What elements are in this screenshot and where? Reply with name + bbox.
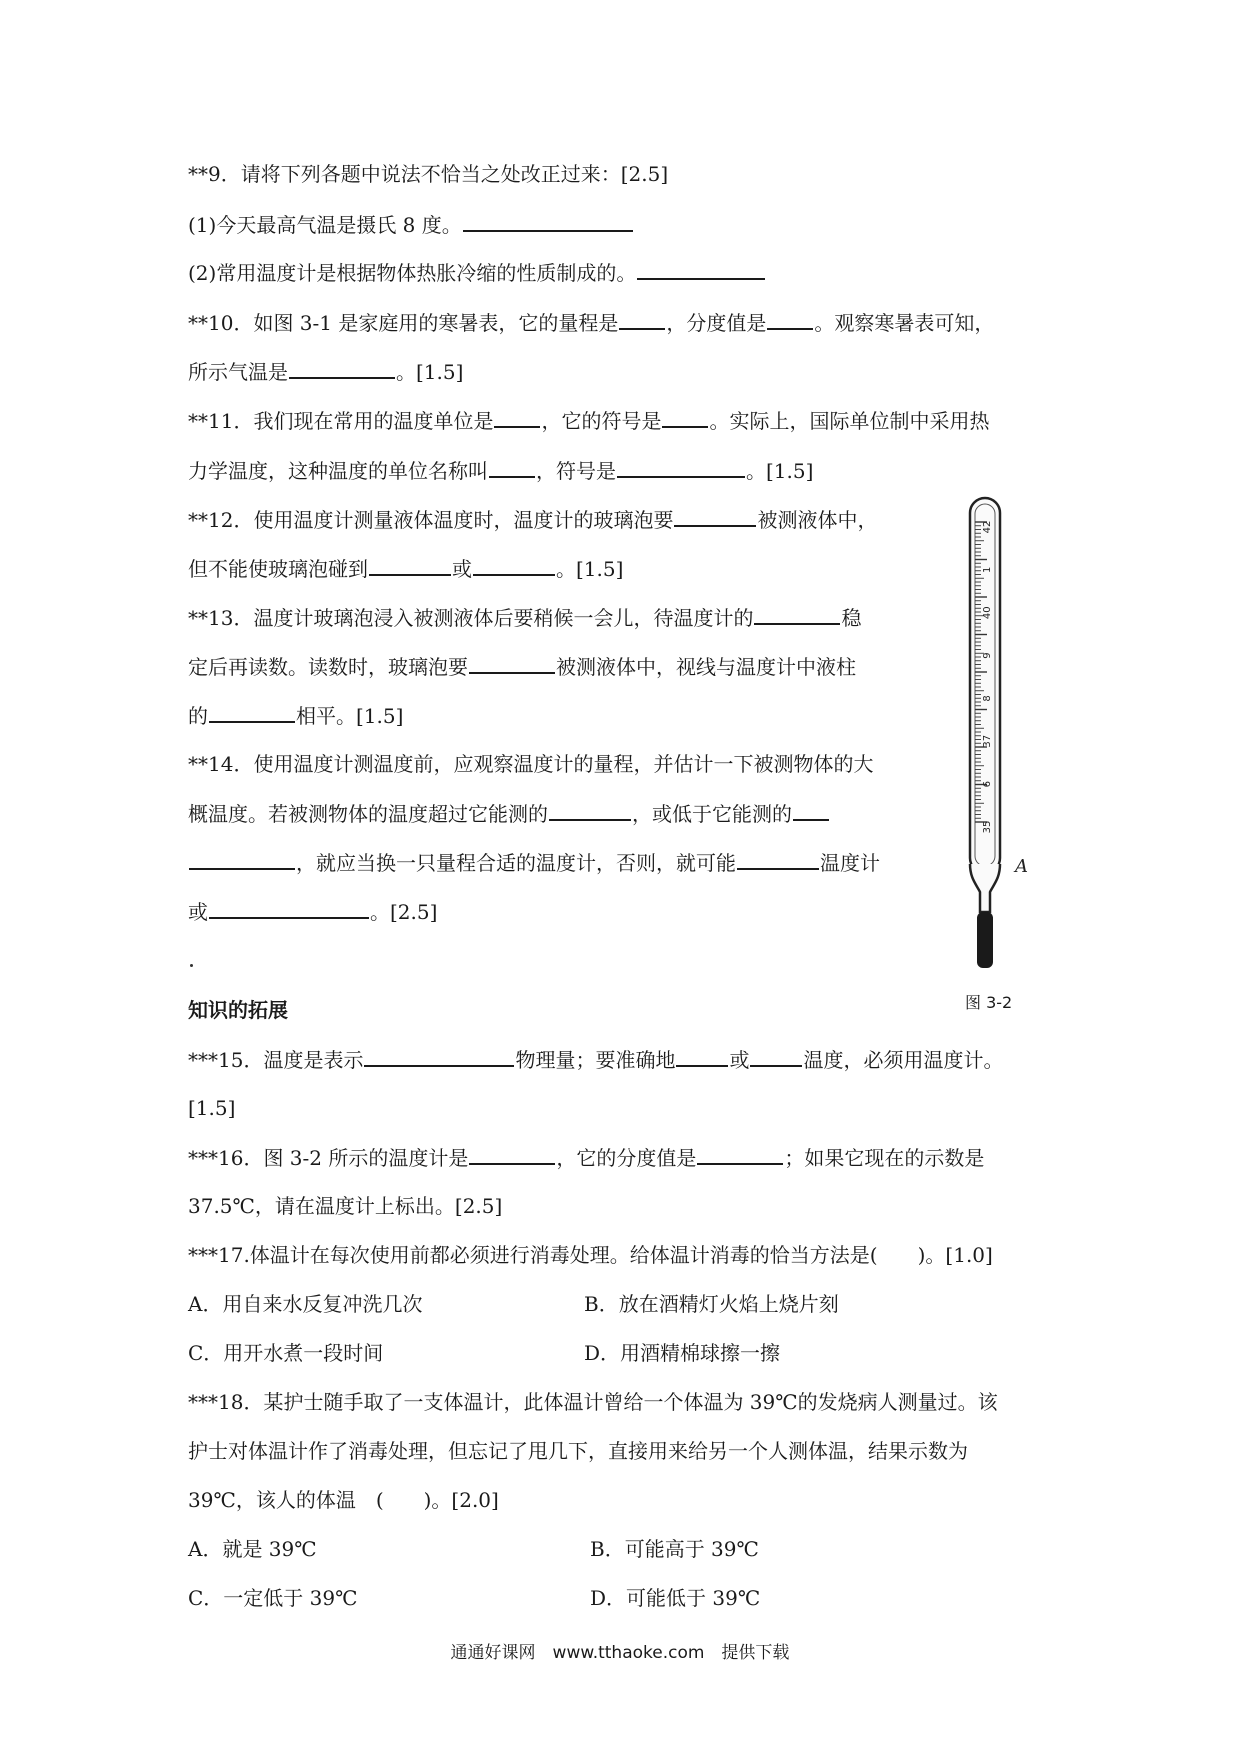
figure-label-a: A <box>1015 856 1028 877</box>
answer-blank[interactable] <box>637 258 765 280</box>
answer-blank[interactable] <box>209 897 369 919</box>
answer-blank[interactable] <box>549 799 631 821</box>
question-18-line-2: 护士对体温计作了消毒处理，但忘记了甩几下，直接用来给另一个人测体温，结果示数为 <box>188 1439 968 1463</box>
answer-blank[interactable] <box>469 1143 555 1165</box>
answer-blank[interactable] <box>473 554 555 576</box>
thermometer-constriction <box>970 864 1000 912</box>
question-14-line-4: 或 。[2.5] <box>188 897 437 926</box>
answer-blank[interactable] <box>489 456 535 478</box>
question-9-part-2: (2)常用温度计是根据物体热胀冷缩的性质制成的。 <box>188 258 766 287</box>
answer-blank[interactable] <box>189 848 295 870</box>
answer-blank[interactable] <box>674 505 756 527</box>
answer-blank[interactable] <box>469 652 555 674</box>
question-11-line-2: 力学温度，这种温度的单位名称叫 ，符号是 。[1.5] <box>188 456 813 485</box>
answer-blank[interactable] <box>750 1045 802 1067</box>
question-18-option-b[interactable]: B．可能高于 39℃ <box>590 1537 759 1561</box>
answer-blank[interactable] <box>737 848 819 870</box>
scale-label: 9 <box>982 652 993 659</box>
question-12-line-2: 但不能使玻璃泡碰到 或 。[1.5] <box>188 554 623 583</box>
question-18-option-c[interactable]: C．一定低于 39℃ <box>188 1586 358 1610</box>
question-18-option-a[interactable]: A．就是 39℃ <box>188 1537 317 1561</box>
question-13-line-2: 定后再读数。读数时，玻璃泡要 被测液体中，视线与温度计中液柱 <box>188 652 856 681</box>
answer-blank[interactable] <box>369 554 451 576</box>
answer-blank[interactable] <box>289 357 395 379</box>
scale-label: 42 <box>982 520 993 534</box>
clinical-thermometer-figure <box>940 492 1030 972</box>
thermometer-bulb <box>977 912 993 968</box>
scale-label: 8 <box>982 695 993 702</box>
question-9-part-1: (1)今天最高气温是摄氏 8 度。 <box>188 210 634 239</box>
stray-dot <box>190 964 193 967</box>
question-17-option-b[interactable]: B．放在酒精灯火焰上烧片刻 <box>584 1292 839 1316</box>
answer-blank[interactable] <box>209 701 295 723</box>
question-17-option-d[interactable]: D．用酒精棉球擦一擦 <box>584 1341 781 1365</box>
answer-blank[interactable] <box>619 308 665 330</box>
question-14-line-2: 概温度。若被测物体的温度超过它能测的 ，或低于它能测的 <box>188 799 830 828</box>
question-16-line-2: 37.5℃，请在温度计上标出。[2.5] <box>188 1194 503 1218</box>
question-17-option-a[interactable]: A．用自来水反复冲洗几次 <box>188 1292 423 1316</box>
answer-blank[interactable] <box>364 1045 514 1067</box>
question-18-line-3: 39℃，该人的体温 ( )。[2.0] <box>188 1488 499 1512</box>
answer-blank[interactable] <box>463 210 633 232</box>
figure-caption: 图 3-2 <box>965 993 1013 1012</box>
question-15-line-2: [1.5] <box>188 1096 236 1120</box>
question-14-line-3: ，就应当换一只量程合适的温度计，否则，就可能 温度计 <box>188 848 880 877</box>
section-heading: 知识的拓展 <box>188 998 288 1022</box>
answer-blank[interactable] <box>754 603 840 625</box>
answer-blank[interactable] <box>617 456 745 478</box>
scale-label: 6 <box>982 780 993 788</box>
question-17-option-c[interactable]: C．用开水煮一段时间 <box>188 1341 384 1365</box>
question-10-line-1: **10．如图 3-1 是家庭用的寒暑表，它的量程是 ，分度值是 。观察寒暑表可知， <box>188 308 994 337</box>
answer-blank[interactable] <box>676 1045 728 1067</box>
question-11-line-1: **11．我们现在常用的温度单位是 ，它的符号是 。实际上，国际单位制中采用热 <box>188 406 989 435</box>
scale-label: 40 <box>982 606 993 620</box>
scale-label: 1 <box>982 566 993 574</box>
footer-download-note: 通通好课网 www.tthaoke.com 提供下载 <box>450 1643 790 1663</box>
question-12-line-1: **12．使用温度计测量液体温度时，温度计的玻璃泡要 被测液体中， <box>188 505 877 534</box>
question-10-line-2: 所示气温是 。[1.5] <box>188 357 463 386</box>
question-17-stem: ***17.体温计在每次使用前都必须进行消毒处理。给体温计消毒的恰当方法是( )。[1.0] <box>188 1243 993 1267</box>
scale-label: 37 <box>982 734 993 748</box>
answer-blank[interactable] <box>662 406 708 428</box>
question-18-line-1: ***18．某护士随手取了一支体温计，此体温计曾给一个体温为 39℃的发烧病人测量过。该 <box>188 1390 998 1414</box>
question-15-line-1: ***15．温度是表示 物理量；要准确地 或 温度，必须用温度计。 <box>188 1045 1003 1074</box>
question-9-stem: **9．请将下列各题中说法不恰当之处改正过来：[2.5] <box>188 162 669 186</box>
question-14-line-1: **14．使用温度计测温度前，应观察温度计的量程，并估计一下被测物体的大 <box>188 752 874 776</box>
question-16-line-1: ***16．图 3-2 所示的温度计是 ，它的分度值是 ；如果它现在的示数是 <box>188 1143 984 1172</box>
scale-label: 35 <box>982 820 993 834</box>
answer-blank[interactable] <box>767 308 813 330</box>
answer-blank[interactable] <box>793 799 829 821</box>
question-13-line-1: **13．温度计玻璃泡浸入被测液体后要稍候一会儿，待温度计的 稳 <box>188 603 861 632</box>
answer-blank[interactable] <box>697 1143 783 1165</box>
answer-blank[interactable] <box>494 406 540 428</box>
question-18-option-d[interactable]: D．可能低于 39℃ <box>590 1586 761 1610</box>
question-13-line-3: 的 相平。[1.5] <box>188 701 403 730</box>
